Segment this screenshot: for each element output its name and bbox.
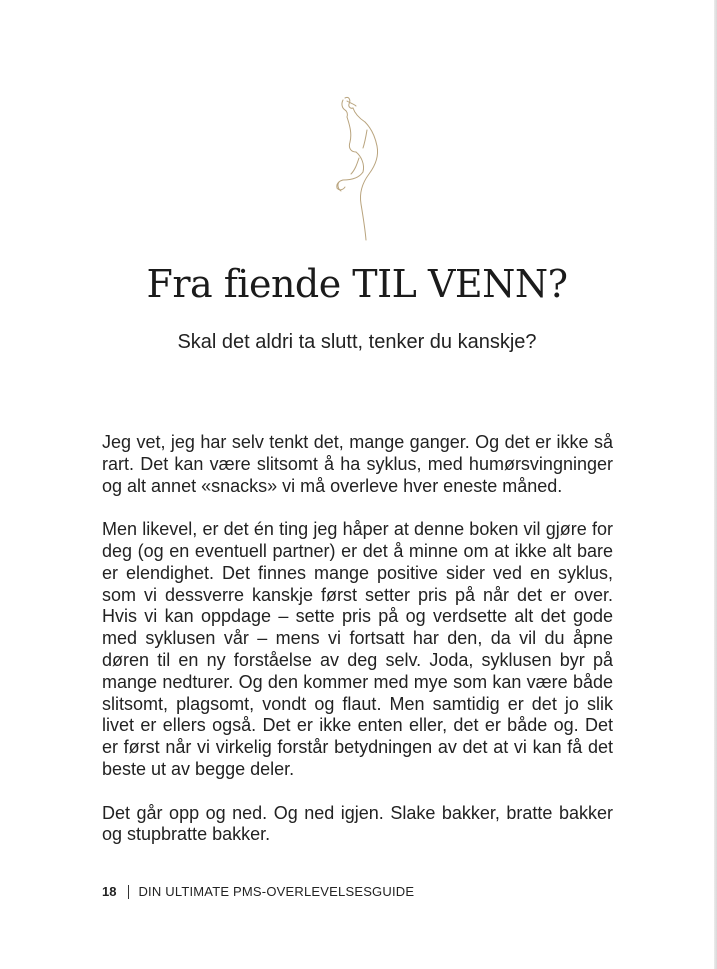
chapter-subtitle: Skal det aldri ta slutt, tenker du kanskje? <box>177 331 537 353</box>
book-title: DIN ULTIMATE PMS-OVERLEVELSESGUIDE <box>138 884 415 899</box>
footer-divider <box>128 885 129 899</box>
page-footer <box>102 884 414 899</box>
body-text <box>102 432 613 868</box>
paragraph: Det går opp og ned. Og ned igjen. Slake bakker, bratte bakker og stupbratte bakker. <box>102 802 613 845</box>
chapter-title: Fra fiende TIL VENN? <box>146 262 568 306</box>
paragraph: Men likevel, er det én ting jeg håper at denne boken vil gjøre for deg (og en eventuell partner) er det å minne om at ikke alt bare er elendighet. Det finnes mange positive sider ved en syklus, som vi dessverre kanskje først setter pris på når det er over. Hvis vi kan oppdage – sette pris på og verdsette alt det gode med syklusen vår – mens vi fortsatt har den, da vil du åpne døren til en ny forståelse av deg selv. Joda, syklusen byr på mange nedturer. Og den kommer med mye som kan være både slitsomt, plagsomt, vondt og flaut. Men samtidig er det jo slik livet er ellers også. Det er ikke enten eller, det er både og. Det er først når vi virkelig forstår betydningen av det at vi kan få det beste ut av begge deler. <box>102 519 613 779</box>
page-number: 18 <box>102 884 117 899</box>
line-art-woman-icon <box>323 92 395 242</box>
paragraph: Jeg vet, jeg har selv tenkt det, mange ganger. Og det er ikke så rart. Det kan være slitsomt å ha syklus, med humørsvingninger og alt annet «snacks» vi må overleve hver eneste måned. <box>102 432 613 496</box>
